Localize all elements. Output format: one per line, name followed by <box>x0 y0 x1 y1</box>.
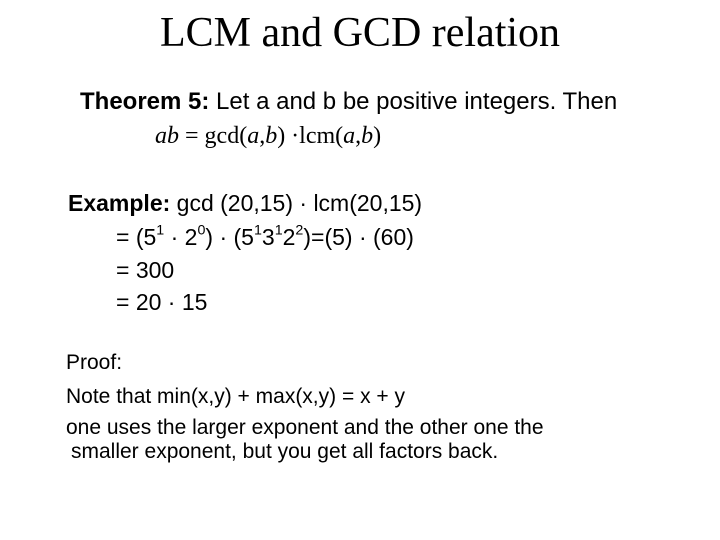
formula-a2: a <box>343 123 356 149</box>
step1-part6: )=(5) · (60) <box>303 224 414 250</box>
formula-b2: b <box>361 123 374 149</box>
example-step-3: = 20 · 15 <box>116 289 208 315</box>
step1-sup5: 2 <box>295 222 304 239</box>
theorem-label: Theorem 5: <box>80 88 210 115</box>
step1-part4: 3 <box>261 224 275 250</box>
example-step-2: = 300 <box>116 257 175 283</box>
formula-ab: ab <box>155 123 179 149</box>
theorem-statement: Let a and b be positive integers. Then <box>216 88 618 115</box>
formula-comma1: , <box>259 123 266 149</box>
slide-title: LCM and GCD relation <box>159 10 561 56</box>
example-step-1 <box>116 221 414 253</box>
proof-line-1: Note that min(x,y) + max(x,y) = x + y <box>66 385 406 408</box>
example-line <box>68 187 422 219</box>
example-label: Example: <box>68 190 171 216</box>
formula-comma2: , <box>355 123 362 149</box>
step1-sup4: 1 <box>274 222 283 239</box>
proof-line-2: one uses the larger exponent and the other one the <box>66 416 544 439</box>
step1-part3: ) · (5 <box>205 224 254 250</box>
step1-sup3: 1 <box>253 222 262 239</box>
step1-part2: · 2 <box>164 224 198 250</box>
formula-close: ) <box>373 123 382 149</box>
step1-part1: = (5 <box>116 224 157 250</box>
proof-label: Proof: <box>66 351 123 374</box>
theorem-formula <box>155 120 381 152</box>
step1-sup1: 1 <box>156 222 165 239</box>
example-expression: gcd (20,15) · lcm(20,15) <box>176 190 423 216</box>
proof-line-3: smaller exponent, but you get all factors back. <box>71 440 499 463</box>
theorem-line <box>80 86 617 118</box>
formula-b1: b <box>265 123 278 149</box>
formula-gcd: = gcd( <box>179 123 248 149</box>
formula-lcm: ) ·lcm( <box>277 123 344 149</box>
formula-a1: a <box>247 123 260 149</box>
step1-part5: 2 <box>282 224 296 250</box>
step1-sup2: 0 <box>197 222 206 239</box>
